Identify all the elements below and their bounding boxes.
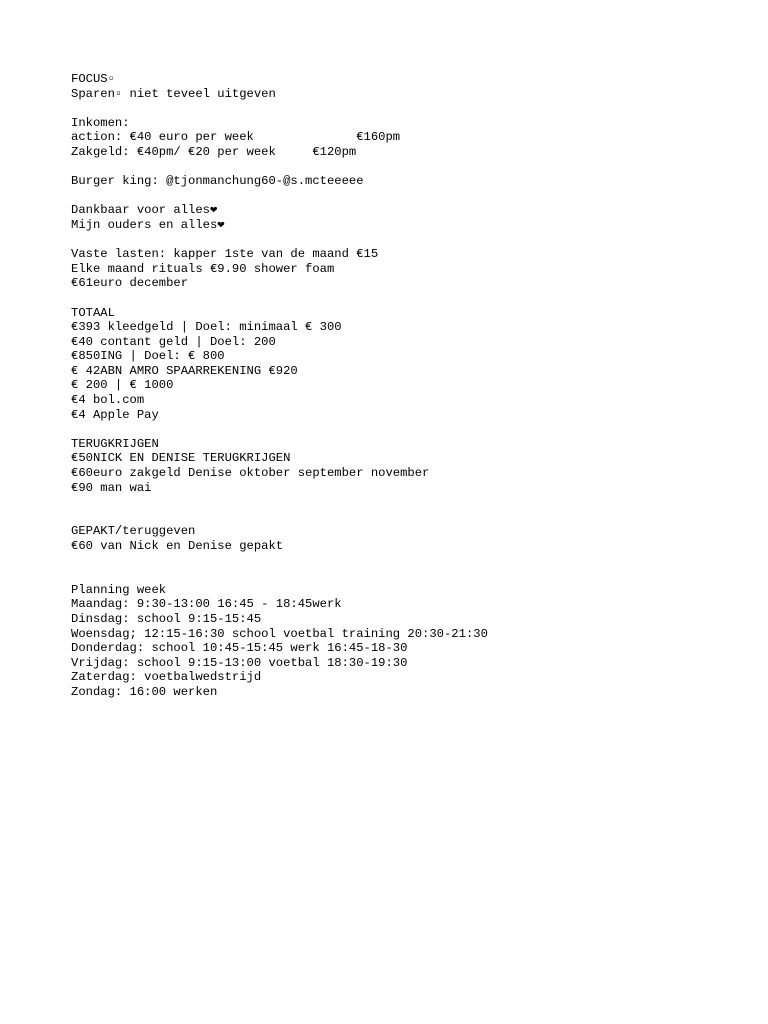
spacer <box>71 291 751 306</box>
planning-item: Zondag: 16:00 werken <box>71 684 218 699</box>
totaal-item: € 200 | € 1000 <box>71 378 174 393</box>
focus-title: FOCUS▫ <box>71 72 115 86</box>
planning-item: Zaterdag: voetbalwedstrijd <box>71 670 262 685</box>
planning-heading: Planning week <box>71 582 167 597</box>
gepakt-item: €60 van Nick en Denise gepakt <box>71 539 284 553</box>
totaal-item: €4 Apple Pay <box>71 407 159 422</box>
totaal-item: €393 kleedgeld | Doel: minimaal € 300 <box>71 320 342 335</box>
vaste-lasten-section <box>71 247 751 291</box>
terugkrijgen-item: €50NICK EN DENISE TERUGKRIJGEN <box>71 451 291 466</box>
planning-item: Vrijdag: school 9:15-13:00 voetbal 18:30-19:30 <box>71 655 408 670</box>
inkomen-section <box>71 116 751 160</box>
planning-item: Woensdag; 12:15-16:30 school voetbal training 20:30-21:30 <box>71 626 488 641</box>
totaal-item: €850ING | Doel: € 800 <box>71 349 225 364</box>
note-document <box>71 72 751 700</box>
inkomen-heading: Inkomen: <box>71 115 130 130</box>
terugkrijgen-item: €90 man wai <box>71 480 152 495</box>
terugkrijgen-heading: TERUGKRIJGEN <box>71 436 159 451</box>
terugkrijgen-section <box>71 437 751 495</box>
spacer <box>71 189 751 204</box>
focus-line: Sparen▫ niet teveel uitgeven <box>71 86 276 101</box>
inkomen-zakgeld: Zakgeld: €40pm/ €20 per week €120pm <box>71 144 357 159</box>
spacer <box>71 495 751 524</box>
vaste-lasten-line-3: €61euro december <box>71 276 189 291</box>
spacer <box>71 422 751 437</box>
totaal-item: € 42ABN AMRO SPAARREKENING €920 <box>71 363 298 378</box>
vaste-lasten-line-2: Elke maand rituals €9.90 shower foam <box>71 261 335 276</box>
spacer <box>71 554 751 583</box>
totaal-heading: TOTAAL <box>71 305 115 320</box>
spacer <box>71 233 751 248</box>
dankbaar-line-1: Dankbaar voor alles❤ <box>71 203 218 218</box>
planning-item: Donderdag: school 10:45-15:45 werk 16:45-18-30 <box>71 641 408 656</box>
planning-item: Dinsdag: school 9:15-15:45 <box>71 611 262 626</box>
spacer <box>71 101 751 116</box>
totaal-item: €4 bol.com <box>71 393 145 408</box>
dankbaar-line-2: Mijn ouders en alles❤ <box>71 217 225 232</box>
gepakt-section <box>71 524 751 553</box>
planning-section <box>71 583 751 700</box>
focus-section <box>71 72 751 101</box>
dankbaar-section <box>71 203 751 232</box>
inkomen-action: action: €40 euro per week €160pm <box>71 130 401 145</box>
totaal-section <box>71 306 751 423</box>
spacer <box>71 160 751 175</box>
vaste-lasten-line-1: Vaste lasten: kapper 1ste van de maand €15 <box>71 247 379 262</box>
burger-king-section <box>71 174 751 189</box>
burger-king-line: Burger king: @tjonmanchung60-@s.mcteeeee <box>71 174 364 189</box>
terugkrijgen-item: €60euro zakgeld Denise oktober september november <box>71 466 430 481</box>
planning-item: Maandag: 9:30-13:00 16:45 - 18:45werk <box>71 597 342 612</box>
totaal-item: €40 contant geld | Doel: 200 <box>71 334 276 349</box>
gepakt-heading: GEPAKT/teruggeven <box>71 524 196 539</box>
